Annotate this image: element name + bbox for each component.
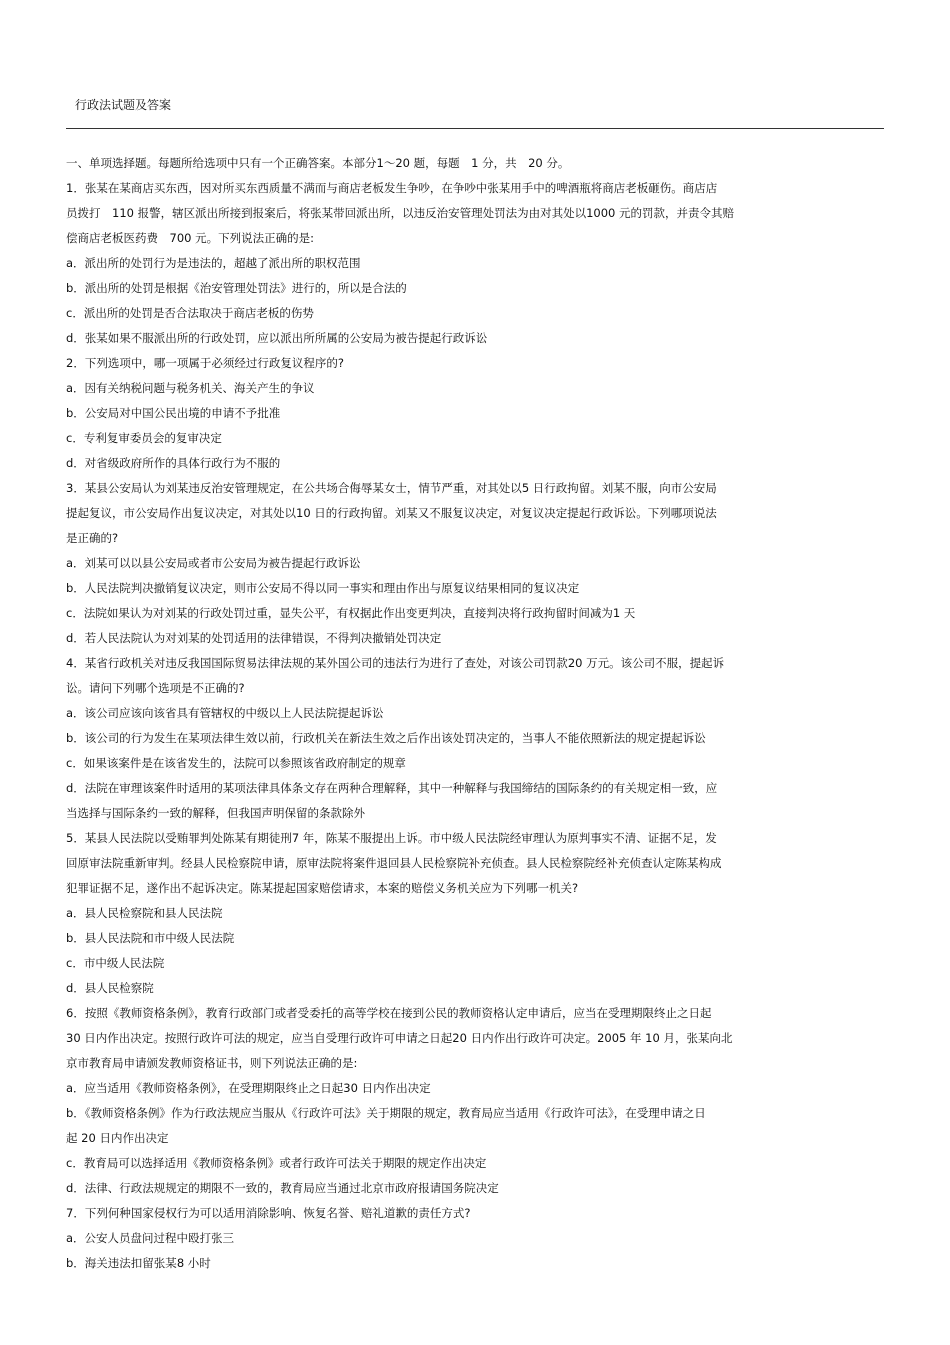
text-line: b．派出所的处罚是根据《治安管理处罚法》进行的，所以是合法的	[66, 281, 407, 295]
text-line: d．若人民法院认为对刘某的处罚适用的法律错误，不得判决撤销处罚决定	[66, 631, 442, 645]
text-line: 偿商店老板医药费 700 元。下列说法正确的是:	[66, 231, 314, 245]
text-line: b．海关违法扣留张某8 小时	[66, 1256, 211, 1270]
document-title: 行政法试题及答案	[75, 98, 172, 112]
text-line: b．县人民法院和市中级人民法院	[66, 931, 235, 945]
text-line: 一、单项选择题。每题所给选项中只有一个正确答案。本部分1～20 题，每题 1 分，共 20 分。	[66, 156, 570, 170]
text-line: 回原审法院重新审判。经县人民检察院申请，原审法院将案件退回县人民检察院补充侦查。县人民检察院经补充侦查认定陈某构成	[66, 856, 722, 870]
text-line: d．对省级政府所作的具体行政行为不服的	[66, 456, 281, 470]
text-line: 是正确的?	[66, 531, 119, 545]
text-line: a．该公司应该向该省具有管辖权的中级以上人民法院提起诉讼	[66, 706, 384, 720]
text-line: 提起复议，市公安局作出复议决定，对其处以10 日的行政拘留。刘某又不服复议决定，对复议决定提起行政诉讼。下列哪项说法	[66, 506, 717, 520]
text-line: c．如果该案件是在该省发生的，法院可以参照该省政府制定的规章	[66, 756, 406, 770]
text-line: d．法律、行政法规规定的期限不一致的，教育局应当通过北京市政府报请国务院决定	[66, 1181, 499, 1195]
text-line: b．人民法院判决撤销复议决定，则市公安局不得以同一事实和理由作出与原复议结果相同的复议决定	[66, 581, 580, 595]
text-line: c．市中级人民法院	[66, 956, 165, 970]
text-line: 京市教育局申请颁发教师资格证书，则下列说法正确的是:	[66, 1056, 358, 1070]
text-line: d．县人民检察院	[66, 981, 154, 995]
text-line: 3．某县公安局认为刘某违反治安管理规定，在公共场合侮辱某女士，情节严重，对其处以5 日行政拘留。刘某不服，向市公安局	[66, 481, 717, 495]
text-line: b．公安局对中国公民出境的申请不予批准	[66, 406, 281, 420]
text-line: a．刘某可以以县公安局或者市公安局为被告提起行政诉讼	[66, 556, 361, 570]
text-line: d．法院在审理该案件时适用的某项法律具体条文存在两种合理解释，其中一种解释与我国缔结的国际条约的有关规定相一致，应	[66, 781, 718, 795]
text-line: a．派出所的处罚行为是违法的，超越了派出所的职权范围	[66, 256, 361, 270]
text-line: d．张某如果不服派出所的行政处罚，应以派出所所属的公安局为被告提起行政诉讼	[66, 331, 488, 345]
text-line: 2．下列选项中，哪一项属于必须经过行政复议程序的?	[66, 356, 344, 370]
text-line: a．公安人员盘问过程中殴打张三	[66, 1231, 235, 1245]
text-line: 起 20 日内作出决定	[66, 1131, 169, 1145]
text-line: c．法院如果认为对刘某的行政处罚过重，显失公平，有权据此作出变更判决，直接判决将行政拘留时间减为1 天	[66, 606, 636, 620]
text-line: 6．按照《教师资格条例》，教育行政部门或者受委托的高等学校在接到公民的教师资格认定申请后，应当在受理期限终止之日起	[66, 1006, 712, 1020]
text-line: b．《教师资格条例》作为行政法规应当服从《行政许可法》关于期限的规定，教育局应当适用《行政许可法》，在受理申请之日	[66, 1106, 706, 1120]
text-line: 4．某省行政机关对违反我国国际贸易法律法规的某外国公司的违法行为进行了查处，对该公司罚款20 万元。该公司不服，提起诉	[66, 656, 725, 670]
text-line: a．县人民检察院和县人民法院	[66, 906, 223, 920]
text-line: 1．张某在某商店买东西，因对所买东西质量不满而与商店老板发生争吵，在争吵中张某用手中的啤酒瓶将商店老板砸伤。商店店	[66, 181, 718, 195]
text-line: c．派出所的处罚是否合法取决于商店老板的伤势	[66, 306, 314, 320]
text-line: b．该公司的行为发生在某项法律生效以前，行政机关在新法生效之后作出该处罚决定的，当事人不能依照新法的规定提起诉讼	[66, 731, 706, 745]
text-line: 当选择与国际条约一致的解释，但我国声明保留的条款除外	[66, 806, 365, 820]
text-line: 员拨打 110 报警，辖区派出所接到报案后，将张某带回派出所，以违反治安管理处罚法为由对其处以1000 元的罚款，并责令其赔	[66, 206, 735, 220]
text-line: 5．某县人民法院以受贿罪判处陈某有期徒刑7 年，陈某不服提出上诉。市中级人民法院经审理认为原判事实不清、证据不足，发	[66, 831, 717, 845]
text-line: c．专利复审委员会的复审决定	[66, 431, 222, 445]
text-line: 7．下列何种国家侵权行为可以适用消除影响、恢复名誉、赔礼道歉的责任方式?	[66, 1206, 471, 1220]
text-line: 犯罪证据不足，遂作出不起诉决定。陈某提起国家赔偿请求，本案的赔偿义务机关应为下列哪一机关?	[66, 881, 579, 895]
text-line: c．教育局可以选择适用《教师资格条例》或者行政许可法关于期限的规定作出决定	[66, 1156, 487, 1170]
text-line: 30 日内作出决定。按照行政许可法的规定，应当自受理行政许可申请之日起20 日内作出行政许可决定。2005 年 10 月，张某向北	[66, 1031, 733, 1045]
text-line: a．应当适用《教师资格条例》，在受理期限终止之日起30 日内作出决定	[66, 1081, 431, 1095]
text-line: a．因有关纳税问题与税务机关、海关产生的争议	[66, 381, 315, 395]
text-line: 讼。请问下列哪个选项是不正确的?	[66, 681, 245, 695]
